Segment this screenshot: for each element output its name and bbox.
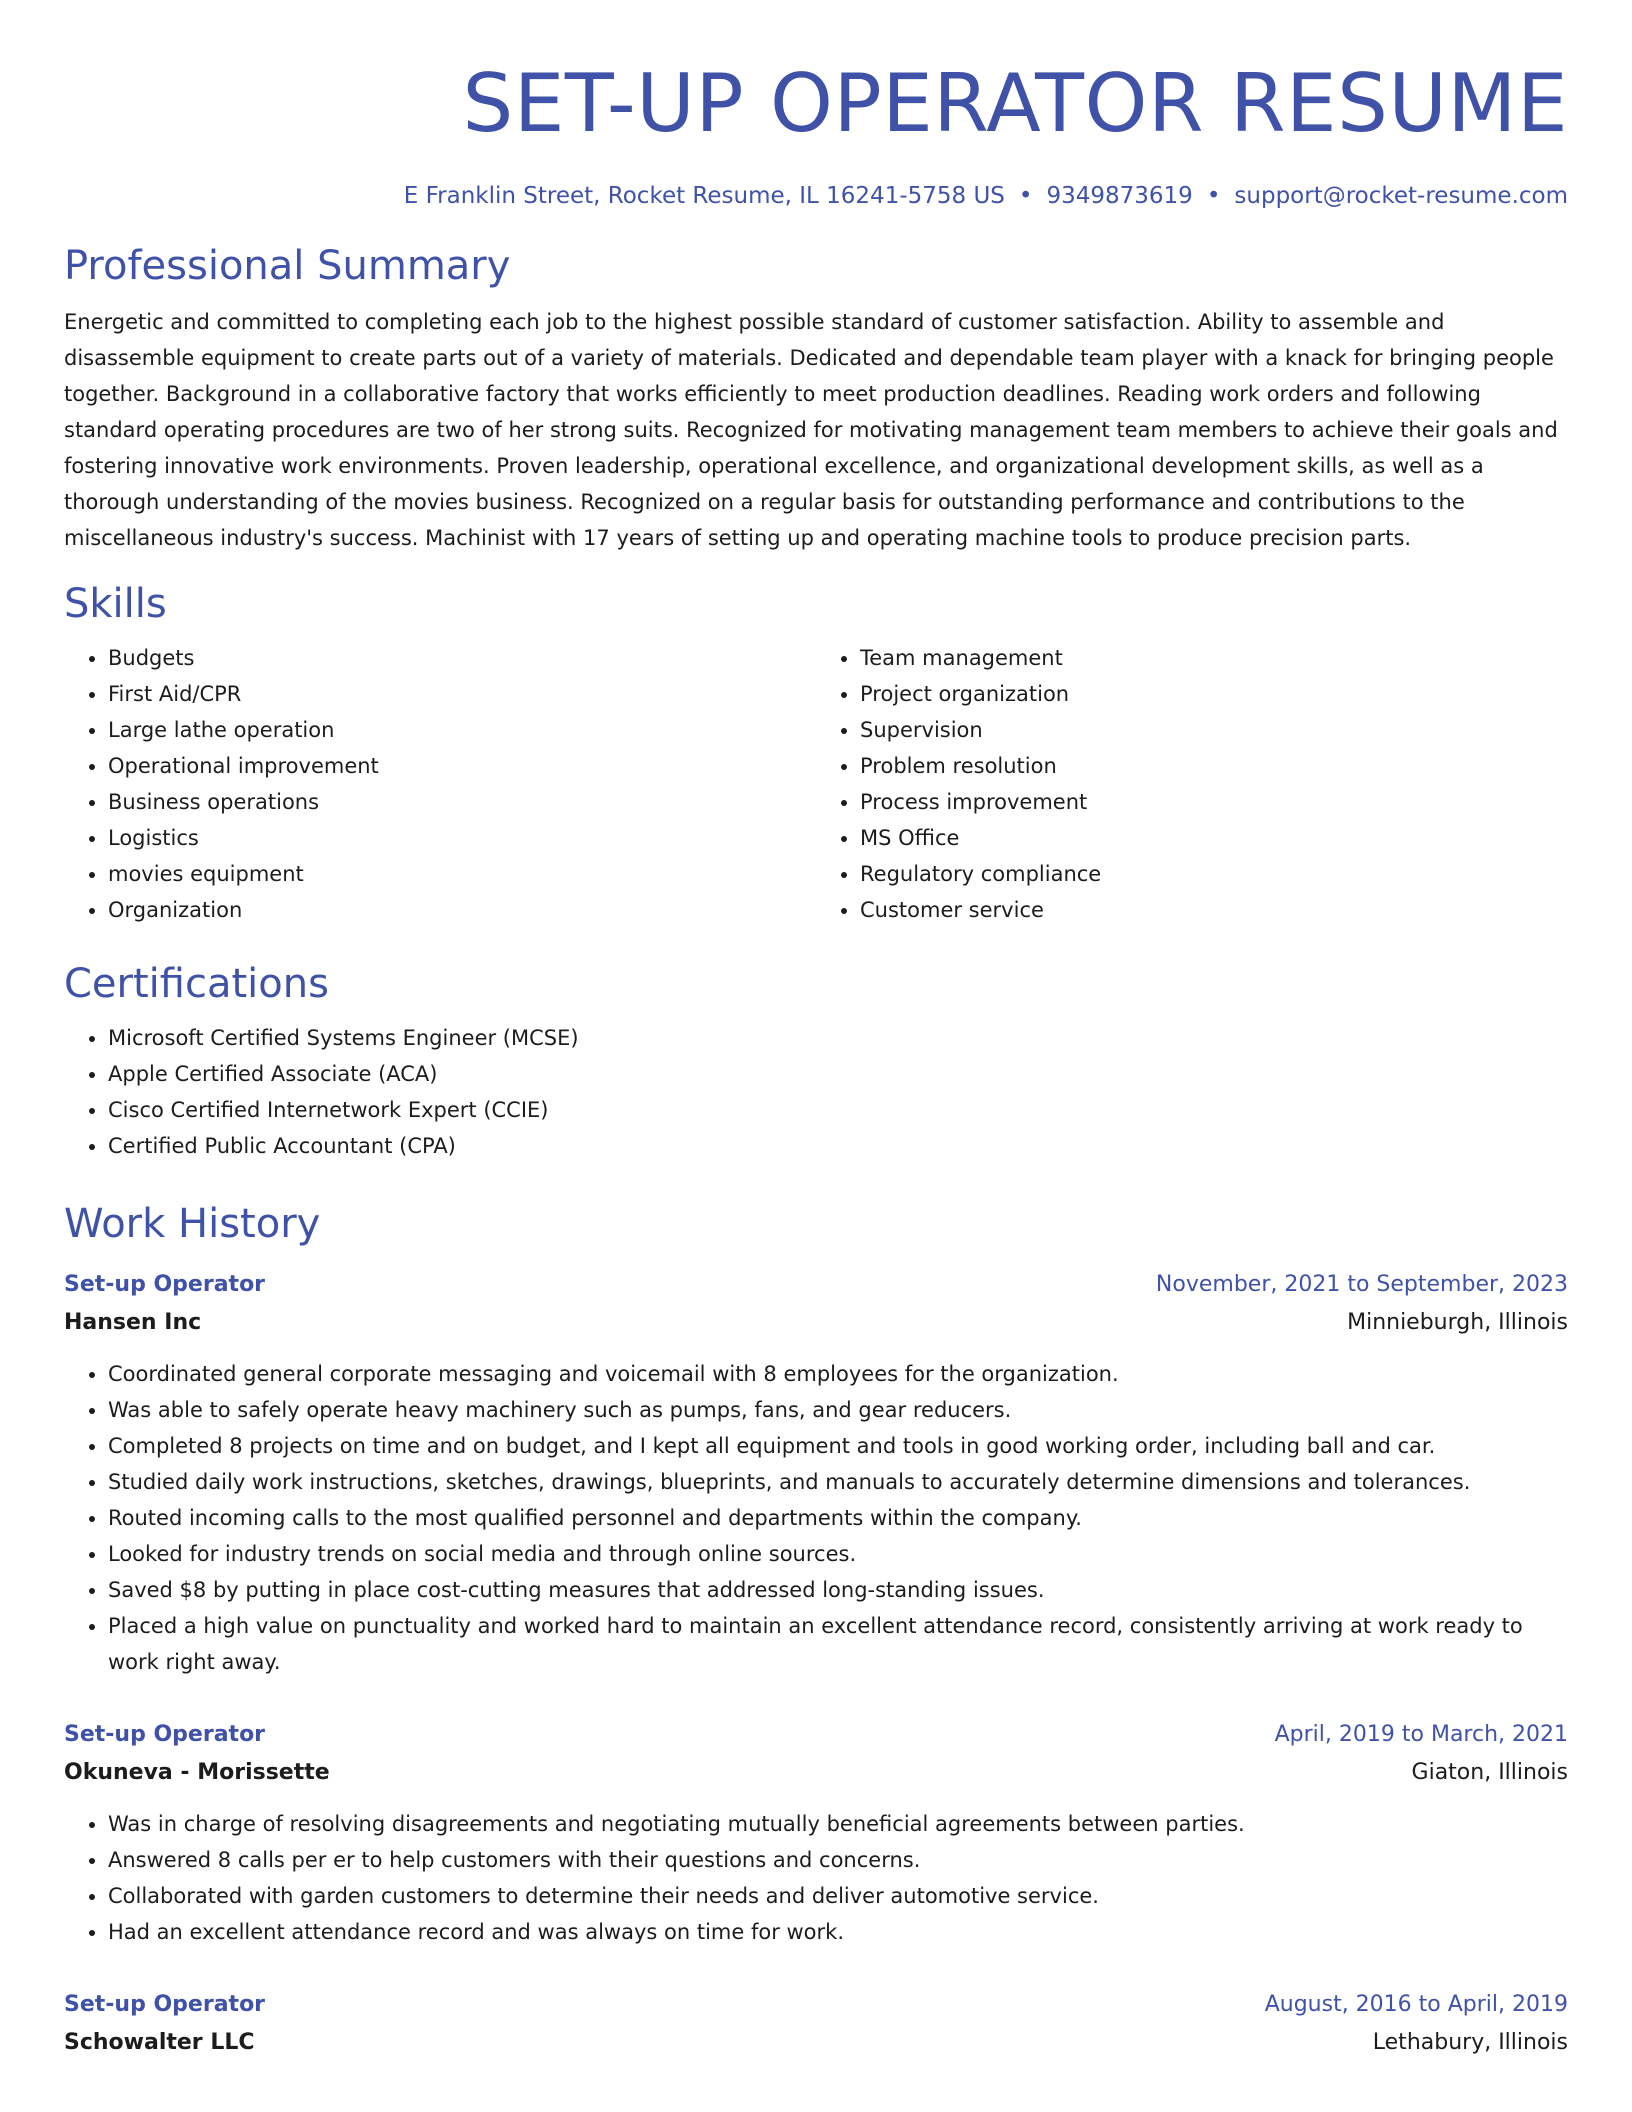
skill-item: • MS Office [860,820,1568,856]
skills-list-left [64,640,816,928]
job-bullet: • Studied daily work instructions, sketches, drawings, blueprints, and manuals to accurately determine dimensions and tolerances. [108,1464,1568,1500]
skill-item: • Supervision [860,712,1568,748]
summary-section [64,240,1568,556]
job-bullet: • Collaborated with garden customers to determine their needs and deliver automotive service. [108,1878,1568,1914]
skill-item: • Regulatory compliance [860,856,1568,892]
skill-item: • Large lathe operation [108,712,816,748]
certifications-section [64,958,1568,1164]
resume-title: SET-UP OPERATOR RESUME [462,57,1568,150]
job-bullet: • Coordinated general corporate messaging and voicemail with 8 employees for the organization. [108,1356,1568,1392]
contact-separator: • [1206,183,1221,209]
skill-item: • Budgets [108,640,816,676]
job-title: Set-up Operator [64,1992,266,2017]
job-bullets [64,1806,1568,1950]
job-dates: November, 2021 to September, 2023 [1155,1272,1568,1297]
job-title: Set-up Operator [64,1272,266,1297]
skill-item: • movies equipment [108,856,816,892]
job-company: Okuneva - Morissette [64,1760,330,1785]
skills-section [64,578,1568,928]
certification-item: • Microsoft Certified Systems Engineer (MCSE) [108,1020,1568,1056]
skills-grid [64,640,1568,928]
job-entry [64,1986,1568,2062]
skill-item: • Problem resolution [860,748,1568,784]
job-bullet: • Routed incoming calls to the most qualified personnel and departments within the company. [108,1500,1568,1536]
contact-email[interactable]: support@rocket-resume.com [1234,183,1568,209]
skill-item: • Logistics [108,820,816,856]
job-location: Minnieburgh, Illinois [1347,1310,1568,1335]
job-title: Set-up Operator [64,1722,266,1747]
skill-item: • Customer service [860,892,1568,928]
job-bullet: • Had an excellent attendance record and was always on time for work. [108,1914,1568,1950]
job-entry [64,1716,1568,1950]
job-subheader [64,2024,1568,2062]
job-header [64,1986,1568,2024]
job-location: Giaton, Illinois [1411,1760,1568,1785]
job-header [64,1716,1568,1754]
job-bullet: • Was in charge of resolving disagreements and negotiating mutually beneficial agreements between parties. [108,1806,1568,1842]
contact-phone: 9349873619 [1046,183,1193,209]
resume-page [64,0,1568,2062]
skills-list-right [816,640,1568,928]
skill-item: • First Aid/CPR [108,676,816,712]
contact-address: E Franklin Street, Rocket Resume, IL 16241-5758 US [403,183,1005,209]
skill-item: • Project organization [860,676,1568,712]
certification-item: • Apple Certified Associate (ACA) [108,1056,1568,1092]
section-heading: Skills [64,581,167,627]
job-company: Hansen Inc [64,1310,202,1335]
section-heading: Work History [64,1201,321,1247]
contact-line [64,180,1568,212]
job-bullet: • Placed a high value on punctuality and worked hard to maintain an excellent attendance record, consistently arriving at work ready to work right away. [108,1608,1568,1680]
certifications-list [64,1020,1568,1164]
job-bullet: • Answered 8 calls per er to help customers with their questions and concerns. [108,1842,1568,1878]
skill-item: • Operational improvement [108,748,816,784]
job-bullets [64,1356,1568,1680]
job-bullet: • Saved $8 by putting in place cost-cutting measures that addressed long-standing issues. [108,1572,1568,1608]
job-entry [64,1266,1568,1680]
summary-text: Energetic and committed to completing each job to the highest possible standard of customer satisfaction. Ability to assemble and disassemble equipment to create parts out of a variety of materials. Dedicated and dependable team player with a knack for bringing people together. Background in a collaborative factory that works efficiently to meet production deadlines. Reading work orders and following standard operating procedures are two of her strong suits. Recognized for motivating management team members to achieve their goals and fostering innovative work environments. Proven leadership, operational excellence, and organizational development skills, as well as a thorough understanding of the movies business. Recognized on a regular basis for outstanding performance and contributions to the miscellaneous industry's success. Machinist with 17 years of setting up and operating machine tools to produce precision parts. [64,310,1558,550]
section-heading: Certifications [64,961,329,1007]
skill-item: • Team management [860,640,1568,676]
job-subheader [64,1304,1568,1342]
job-subheader [64,1754,1568,1792]
job-company: Schowalter LLC [64,2030,255,2055]
job-header [64,1266,1568,1304]
section-heading: Professional Summary [64,243,511,289]
certification-item: • Certified Public Accountant (CPA) [108,1128,1568,1164]
skill-item: • Business operations [108,784,816,820]
job-location: Lethabury, Illinois [1372,2030,1568,2055]
job-bullet: • Was able to safely operate heavy machinery such as pumps, fans, and gear reducers. [108,1392,1568,1428]
certification-item: • Cisco Certified Internetwork Expert (CCIE) [108,1092,1568,1128]
job-bullet: • Completed 8 projects on time and on budget, and I kept all equipment and tools in good working order, including ball and car. [108,1428,1568,1464]
contact-separator: • [1018,183,1033,209]
job-bullet: • Looked for industry trends on social media and through online sources. [108,1536,1568,1572]
work-history-section [64,1198,1568,2062]
job-dates: August, 2016 to April, 2019 [1264,1992,1568,2017]
job-dates: April, 2019 to March, 2021 [1274,1722,1568,1747]
skill-item: • Process improvement [860,784,1568,820]
skill-item: • Organization [108,892,816,928]
